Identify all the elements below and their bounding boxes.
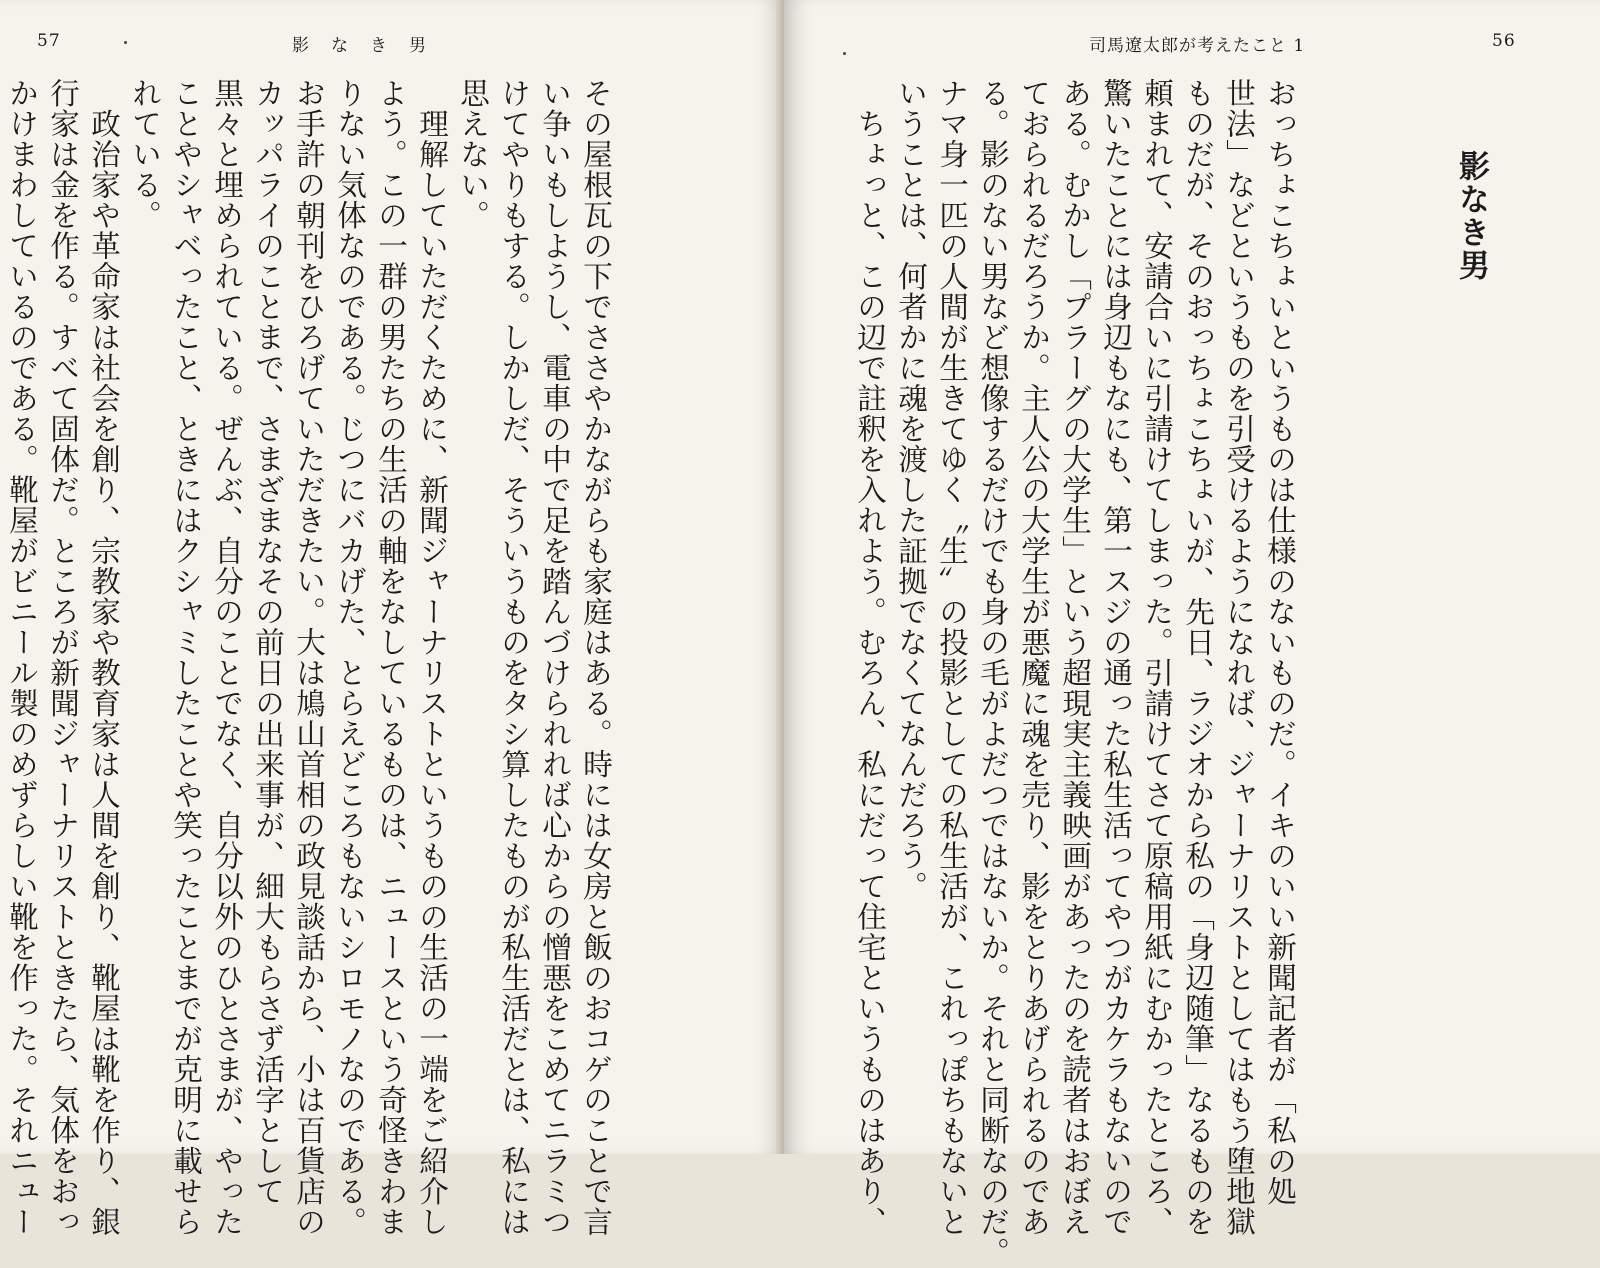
text-line: 驚いたことには身辺もなにも、第一スジの通った私生活ってやつがカケラもないので	[1099, 78, 1133, 1237]
body-text-right	[853, 78, 1300, 1268]
text-line: ことやシャベったこと、ときにはクシャミしたことや笑ったことまでが克明に載せら	[169, 78, 203, 1237]
text-line: る。影のない男など想像するだけでも身の毛がよだつではないか。それと同断なのだ。	[976, 78, 1010, 1268]
page-number-left: 57	[37, 31, 61, 51]
text-line: りない気体なのである。じつにバカげた、とらえどころもないシロモノなのである。	[333, 78, 367, 1237]
header-dot	[124, 41, 127, 44]
text-line: れている。	[128, 78, 162, 231]
essay-title: 影なき男	[1453, 150, 1489, 282]
text-line: おっちょこちょいというものは仕様のないものだ。イキのいい新聞記者が「私の処	[1263, 78, 1297, 1207]
text-line: かけまわしているのである。靴屋がビニール製のめずらしい靴を作った。それニュー	[5, 78, 39, 1237]
running-header-left: 影なき男	[292, 36, 448, 56]
text-line: その屋根瓦の下でささやかながらも家庭はある。時には女房と飯のおコゲのことで言	[579, 78, 613, 1237]
text-line: よう。この一群の男たちの生活の軸をなしているものは、ニュースという奇怪きわま	[374, 78, 408, 1237]
text-line: いうことは、何者かに魂を渡した証拠でなくてなんだろう。	[894, 78, 928, 902]
text-line: お手許の朝刊をひろげていただきたい。大は鳩山首相の政見談話から、小は百貨店の	[292, 78, 326, 1237]
text-line: 頼まれて、安請合いに引請けてしまった。引請けてさて原稿用紙にむかったところ、	[1140, 78, 1174, 1237]
text-line: カッパライのことまで、さまざまなその前日の出来事が、細大もらさず活字として	[251, 78, 285, 1207]
body-text-left	[5, 78, 616, 1237]
header-dot	[843, 52, 846, 55]
text-line: 世法」などというものを引受けるようになれば、ジャーナリストとしてはもう堕地獄	[1222, 78, 1256, 1237]
text-line: ナマ身一匹の人間が生きてゆく〝生〟の投影としての私生活が、これっぽちもないと	[935, 78, 969, 1237]
running-header-right: 司馬遼太郎が考えたこと 1	[1089, 36, 1306, 56]
text-line: ある。むかし「プラーグの大学生」という超現実主義映画があったのを読者はおぼえ	[1058, 78, 1092, 1237]
text-line: 行家は金を作る。すべて固体だ。ところが新聞ジャーナリストときたら、気体をおっ	[46, 78, 80, 1237]
text-line: ておられるだろうか。主人公の大学生が悪魔に魂を売り、影をとりあげられるのであ	[1017, 78, 1051, 1237]
text-line: ものだが、そのおっちょこちょいが、先日、ラジオから私の「身辺随筆」なるものを	[1181, 78, 1215, 1237]
text-line: 思えない。	[456, 78, 490, 231]
text-line: 黒々と埋められている。ぜんぶ、自分のことでなく、自分以外のひとさまが、やった	[210, 78, 244, 1237]
page-number-right: 56	[1492, 31, 1516, 51]
text-line: 政治家や革命家は社会を創り、宗教家や教育家は人間を創り、靴屋は靴を作り、銀	[87, 78, 121, 1237]
left-page	[0, 0, 784, 1237]
text-line: 理解していただくために、新聞ジャーナリストというものの生活の一端をご紹介し	[415, 78, 449, 1237]
text-line: ちょっと、この辺で註釈を入れよう。むろん、私にだって住宅というものはあり、	[853, 78, 887, 1237]
text-line: けてやりもする。しかしだ、そういうものをタシ算したものが私生活だとは、私には	[497, 78, 531, 1237]
text-line	[0, 78, 1, 1138]
text-line: い争いもしようし、電車の中で足を踏んづけられれば心からの憎悪をこめてニラミつ	[538, 78, 572, 1237]
